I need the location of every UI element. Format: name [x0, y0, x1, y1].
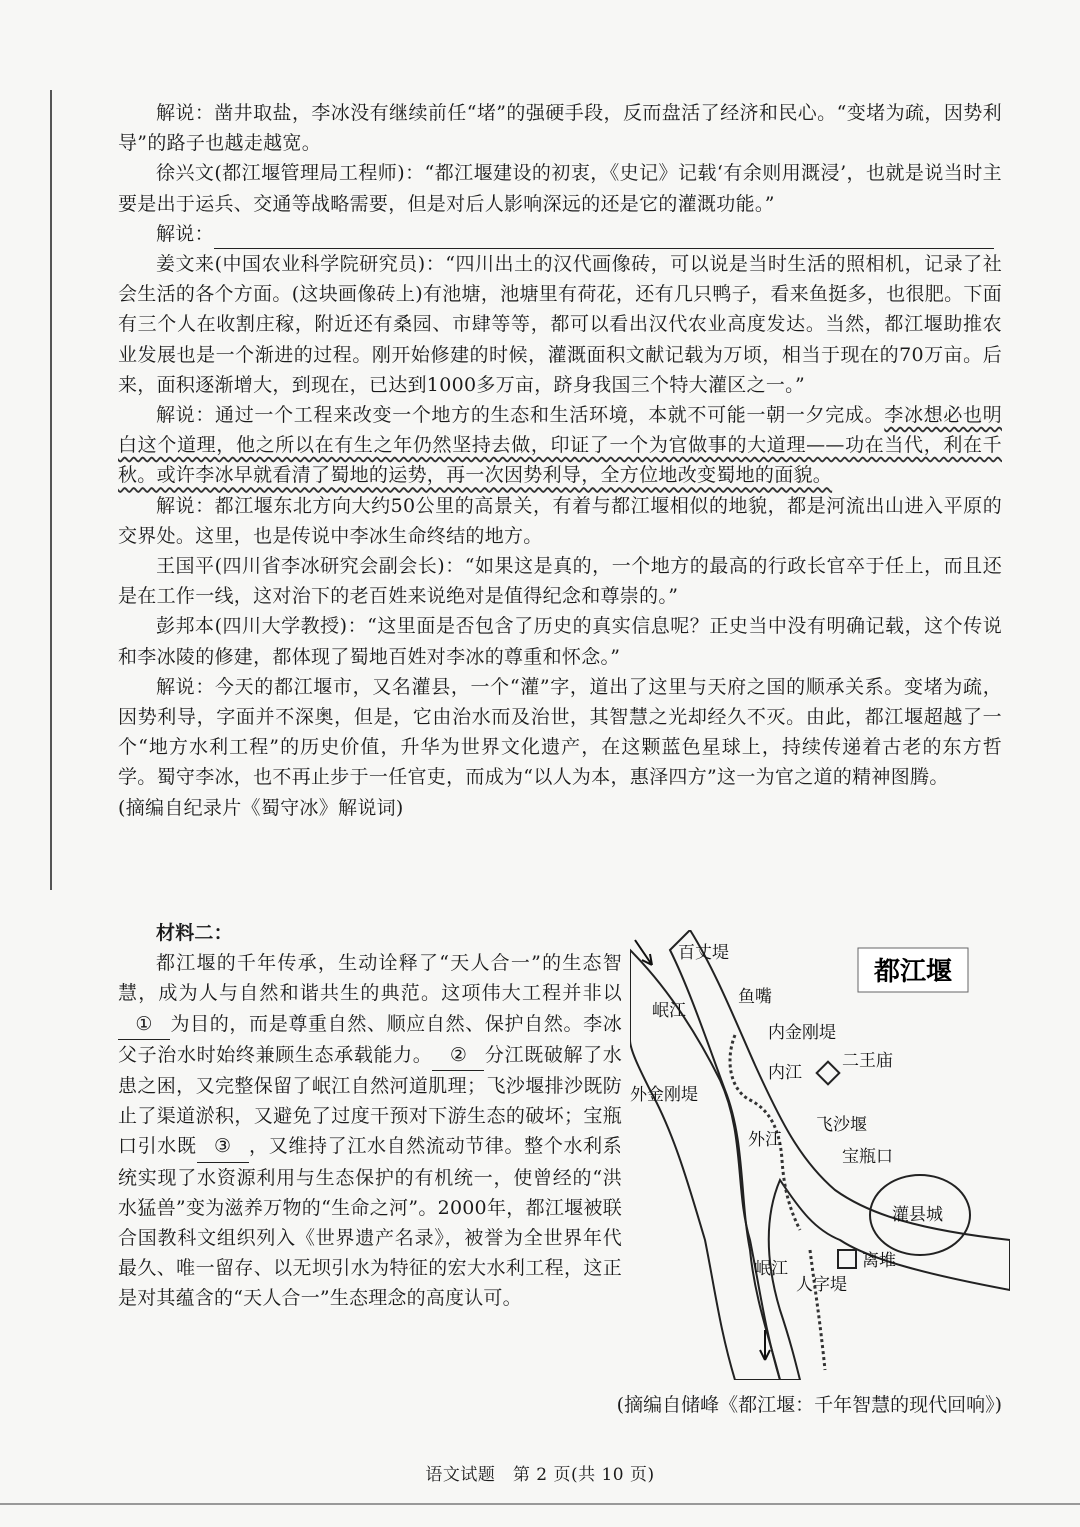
- label-waijingangdi: 外金刚堤: [630, 1085, 698, 1105]
- material-2-text: [118, 918, 622, 1314]
- label-minjiang-bottom: 岷江: [754, 1259, 788, 1279]
- page-footer: 语文试题 第 2 页(共 10 页): [425, 1465, 655, 1485]
- material-2-part-2: 为目的，而是尊重自然、顺应自然、保护自然。李冰父子治水时始终兼顾生态承载能力。: [118, 1012, 622, 1066]
- bottom-rule: [0, 1503, 1080, 1505]
- source-citation-2: (摘编自储峰《都江堰：千年智慧的现代回响》): [616, 1394, 1002, 1416]
- blank-slot-3[interactable]: ③: [197, 1131, 249, 1162]
- paragraph-gaojingguan: 解说：都江堰东北方向大约50公里的高景关，有着与都江堰相似的地貌，都是河流出山进入平原的交界处。这里，也是传说中李冰生命终结的地方。: [118, 494, 1002, 547]
- dujiangyan-map: [630, 930, 1010, 1380]
- material-2-heading: 材料二：: [156, 922, 233, 944]
- label-lidui: 离堆: [862, 1251, 896, 1271]
- blank-slot-2[interactable]: ②: [432, 1040, 484, 1071]
- material-2-part-3: 分江既破解了水患之困，又完整保留了岷江自然河道肌理；飞沙堰排沙既防止了渠道淤积，又避免了过度干预对下游生态的破坏；宝瓶口引水既: [118, 1043, 623, 1158]
- wavy-lead: 解说：通过一个工程来改变一个地方的生态和生活环境，本就不可能一朝一夕完成。: [156, 404, 885, 427]
- answer-blank-line[interactable]: [214, 226, 994, 249]
- minjiang-inner-channel: [670, 930, 1010, 1380]
- label-minjiang-top: 岷江: [652, 1001, 686, 1021]
- material-2-part-4: ，又维持了江水自然流动节律。整个水利系统实现了水资源利用与生态保护的有机统一，使曾经的“洪水猛兽”变为滋养万物的“生命之河”。2000年，都江堰被联合国教科文组织列入《世界遗产名录》，被誉为全世界年代最久、唯一留存、以无坝引水为特征的宏大水利工程，这正是对其蕴含的“天人合一”生态理念的高度认可。: [118, 1135, 622, 1310]
- paragraph-blank-answer: [118, 219, 1002, 249]
- label-erwangmiao: 二王庙: [842, 1051, 893, 1071]
- paragraph-jiang-wenlai: 姜文来(中国农业科学院研究员)：“四川出土的汉代画像砖，可以说是当时生活的照相机，记录了社会生活的各个方面。(这块画像砖上)有池塘，池塘里有荷花，还有几只鸭子，看来鱼挺多，也很肥。下面有三个人在收割庄稼，附近还有桑园、市肆等等，都可以看出汉代农业高度发达。当然，都江堰助推农业发展也是一个渐进的过程。刚开始修建的时候，灌溉面积文献记载为万顷，相当于现在的70万亩。后来，面积逐渐增大，到现在，已达到1000多万亩，跻身我国三个特大灌区之一。”: [118, 253, 1002, 396]
- label-baopingkou: 宝瓶口: [842, 1147, 893, 1167]
- label-neijiang: 内江: [768, 1063, 802, 1083]
- lidui-marker: [838, 1250, 856, 1268]
- label-guanxiancheng: 灌县城: [892, 1205, 943, 1225]
- material-1-body: [118, 98, 1002, 823]
- material-2-body: [118, 948, 622, 1313]
- paragraph-xu-xingwen: 徐兴文(都江堰管理局工程师)：“都江堰建设的初衷，《史记》记载‘有余则用溉浸’，也就是说当时主要是出于运兵、交通等战略需要，但是对后人影响深远的还是它的灌溉功能。”: [118, 162, 1002, 215]
- source-citation-1: (摘编自纪录片《蜀守冰》解说词): [118, 796, 404, 819]
- paragraph-jieshuo-1: 解说：凿井取盐，李冰没有继续前任“堵”的强硬手段，反而盘活了经济和民心。“变堵为疏，因势利导”的路子也越走越宽。: [118, 102, 1002, 155]
- dujiangyan-logo: 都江堰: [873, 957, 953, 987]
- erwang-temple-marker: [817, 1062, 840, 1085]
- paragraph-wang-guoping: 王国平(四川省李冰研究会副会长)：“如果这是真的，一个地方的最高的行政长官卒于任上，而且还是在工作一线，这对治下的老百姓来说绝对是值得纪念和尊崇的。”: [118, 555, 1002, 608]
- label-feishayan: 飞沙堰: [816, 1115, 867, 1135]
- label-waijiang: 外江: [748, 1130, 782, 1150]
- blank-slot-1[interactable]: ①: [118, 1009, 170, 1040]
- label-yuzui: 鱼嘴: [738, 987, 772, 1007]
- margin-line: [50, 90, 52, 890]
- label-baizhangdi: 百丈堤: [678, 943, 729, 963]
- label-neijingangdi: 内金刚堤: [768, 1023, 836, 1043]
- paragraph-jieshuo-wavy: [118, 400, 1002, 491]
- renzidi-dike: [810, 1250, 825, 1370]
- material-2-part-1: 都江堰的千年传承，生动诠释了“天人合一”的生态智慧，成为人与自然和谐共生的典范。这项伟大工程并非以: [118, 952, 622, 1005]
- flow-arrow-top-icon: [635, 940, 652, 965]
- paragraph-jieshuo-final: 解说：今天的都江堰市，又名灌县，一个“灌”字，道出了这里与天府之国的顺承关系。变堵为疏，因势利导，字面并不深奥，但是，它由治水而及治世，其智慧之光却经久不灭。由此，都江堰超越了一个“地方水利工程”的历史价值，升华为世界文化遗产，在这颗蓝色星球上，持续传递着古老的东方哲学。蜀守李冰，也不再止步于一任官吏，而成为“以人为本，惠泽四方”这一为官之道的精神图腾。: [118, 675, 1002, 789]
- paragraph-peng-bangben: 彭邦本(四川大学教授)：“这里面是否包含了历史的真实信息呢？正史当中没有明确记载，这个传说和李冰陵的修建，都体现了蜀地百姓对李冰的尊重和怀念。”: [118, 615, 1002, 668]
- wavy-underlined-text: 李冰想必也明白这个道理，他之所以在有生之年仍然坚持去做，印证了一个为官做事的大道理——功在当代，利在千秋。或许李冰早就看清了蜀地的运势，再一次因势利导，全方位地改变蜀地的面貌。: [118, 404, 1002, 487]
- label-renzidi: 人字堤: [796, 1275, 847, 1295]
- blank-label: 解说：: [156, 222, 214, 245]
